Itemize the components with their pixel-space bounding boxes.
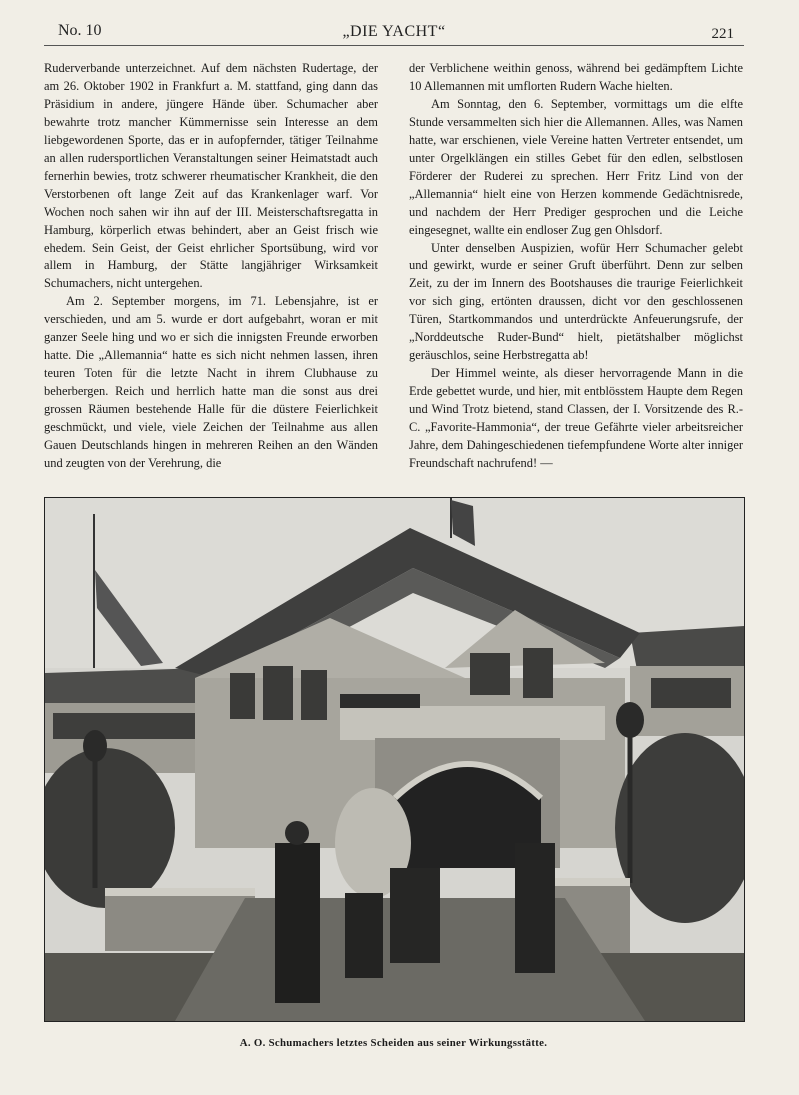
left-paragraph-1: Ruderverbande unterzeichnet. Auf dem nächsten Rudertage, der am 26. Oktober 1902 in Frankfurt a. M. stattfand, ging dann das Präsidium in andere, jüngere Hände über. Schumacher aber bewahrte trotz mancher Kümmernisse sein Interesse an dem liebgewordenen Sporte, das er in aufopfernder, tätiger Teilnahme an allen rudersportlichen Veranstaltungen seiner Heimatstadt auch fernerhin bewies, trotz schwerer rheumatischer Krankheit, die den Verstorbenen oft lange Zeit auf das Krankenlager warf. Vor Wochen noch sahen wir ihn auf der III. Meisterschaftsregatta in Hamburg, körperlich etwas behindert, aber an Geist frisch wie ehedem. Sein Geist, der Geist ehrlicher Sportsübung, wird vor allem in Hamburg, der Stätte langjähriger Wirksamkeit Schumachers, nicht untergehen.	[44, 61, 378, 291]
photo-caption: A. O. Schumachers letztes Scheiden aus seiner Wirkungsstätte.	[239, 1037, 548, 1049]
left-paragraph-2: Am 2. September morgens, im 71. Lebensjahre, ist er verschieden, und am 5. wurde er dort aufgebahrt, woran er mit ganzer Seele hing und wo er sich die innigsten Freunde erworben hatte. Die „Allemannia“ hatte es sich nicht nehmen lassen, ihren teuren Toten für die letzte Nacht in ihrem Clubhause zu beherbergen. Reich und herrlich hatte man die sonst aus drei grossen Räumen bestehende Halle für die düstere Feierlichkeit geschmückt, und viele, viele Zeichen der Teilnahme aus allen Gauen Deutschlands hingen in mehreren Reihen an den Wänden und zeugten von der Verehrung, die	[44, 294, 378, 470]
page-number: 221	[711, 26, 734, 42]
right-paragraph-4: Der Himmel weinte, als dieser hervorragende Mann in die Erde gebettet wurde, und hier, mit entblösstem Haupte dem Regen und Wind Trotz bietend, stand Classen, der I. Vorsitzende des R.-C. „Favorite-Hammonia“, der treue Gefährte vieler arbeitsreicher Jahre, dem Dahingeschiedenen tiefempfundene Worte alter inniger Freundschaft nachrufend! —	[409, 366, 743, 470]
boathouse-photo	[44, 497, 745, 1022]
right-paragraph-3: Unter denselben Auspizien, wofür Herr Schumacher gelebt und gewirkt, wurde er seiner Gruft überführt. Denn zur selben Zeit, zu der im Innern des Bootshauses die traurige Feierlichkeit vor sich ging, ertönten draussen, dicht vor den geschlossenen Türen, Startkommandos und unterdrückte Anfeuerungsrufe, der „Norddeutsche Ruder-Bund“ hielt, pietätshalber möglichst geräuschlos, seine Herbstregatta ab!	[409, 240, 743, 363]
magazine-title: „DIE YACHT“	[342, 23, 446, 40]
header-rule	[44, 45, 744, 46]
right-paragraph-2: Am Sonntag, den 6. September, vormittags um die elfte Stunde versammelten sich hier die Allemannen. Alles, was Namen hatte, war erschienen, viele Vereine hatten Vertreter entsendet, um unter Orgelklängen ein stilles Gebet für den edlen, selbstlosen Förderer der Ruderei zu sprechen. Herr Fritz Lind von der „Allemannia“ hielt eine von Herzen kommende Gedächtnisrede, und nachdem der Herr Prediger gesprochen und die Leiche eingesegnet, wallte ein endloser Zug gen Ohlsdorf.	[409, 96, 743, 237]
issue-number: No. 10	[58, 22, 102, 39]
boathouse-illustration	[45, 498, 744, 1021]
right-column	[409, 60, 743, 473]
left-column	[44, 60, 378, 473]
page-header	[44, 16, 744, 42]
right-paragraph-1: der Verblichene weithin genoss, während bei gedämpftem Lichte 10 Allemannen mit umflorten Rudern Wache hielten.	[409, 61, 743, 93]
